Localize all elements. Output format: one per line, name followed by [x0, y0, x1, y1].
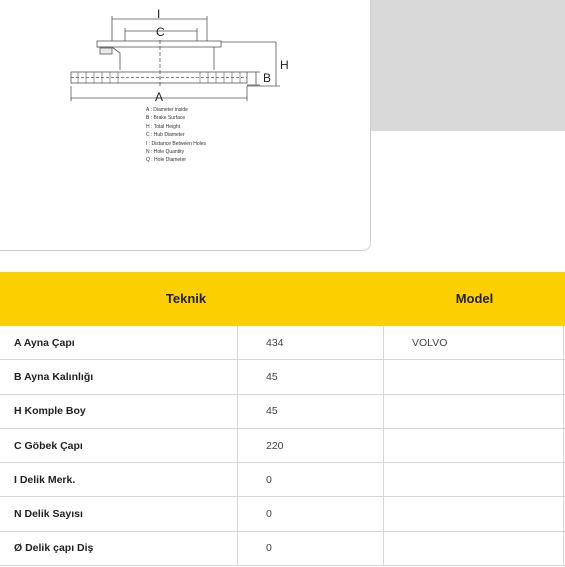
- row-label: C Göbek Çapı: [0, 429, 238, 462]
- header-teknik: Teknik: [165, 291, 207, 306]
- row-value: 0: [238, 532, 384, 565]
- label-i: I: [157, 7, 161, 21]
- legend-item: B : Brake Surface: [146, 115, 186, 122]
- row-model: [384, 463, 564, 496]
- table-row: [0, 395, 565, 429]
- gray-side-panel: [371, 0, 565, 131]
- table-row: [0, 497, 565, 531]
- legend-item: I : Distance Between Holes: [146, 140, 207, 147]
- table-row: [0, 326, 565, 360]
- row-value: 0: [238, 463, 384, 496]
- row-value: 45: [238, 395, 384, 428]
- row-label: H Komple Boy: [0, 395, 238, 428]
- row-model: [384, 395, 564, 428]
- label-a: A: [155, 90, 164, 104]
- row-value: 220: [238, 429, 384, 462]
- row-label: Ø Delik çapı Diş: [0, 532, 238, 565]
- row-model: [384, 429, 564, 462]
- row-model: [384, 497, 564, 530]
- row-value: 434: [238, 326, 384, 359]
- legend-item: N : Hole Quantity: [146, 149, 185, 156]
- diagram-legend: [146, 106, 206, 165]
- legend-item: Q : Hole Diameter: [146, 157, 187, 164]
- row-label: A Ayna Çapı: [0, 326, 238, 359]
- row-value: 0: [238, 497, 384, 530]
- row-model: [384, 532, 564, 565]
- label-h: H: [280, 58, 289, 72]
- row-label: I Delik Merk.: [0, 463, 238, 496]
- row-model: VOLVO: [384, 326, 564, 359]
- legend-item: A : Diameter inside: [146, 107, 188, 113]
- spec-table: [0, 272, 565, 566]
- row-model: [384, 360, 564, 393]
- label-b: B: [263, 71, 272, 85]
- row-value: 45: [238, 360, 384, 393]
- label-c: C: [156, 25, 165, 39]
- legend-item: H : Total Height: [146, 123, 181, 130]
- header-model: Model: [455, 291, 494, 306]
- table-row: [0, 463, 565, 497]
- row-label: B Ayna Kalınlığı: [0, 360, 238, 393]
- table-row: [0, 360, 565, 394]
- spec-table-header: [0, 272, 565, 326]
- table-row: [0, 532, 565, 566]
- legend-item: C : Hub Diameter: [146, 132, 185, 139]
- table-row: [0, 429, 565, 463]
- row-label: N Delik Sayısı: [0, 497, 238, 530]
